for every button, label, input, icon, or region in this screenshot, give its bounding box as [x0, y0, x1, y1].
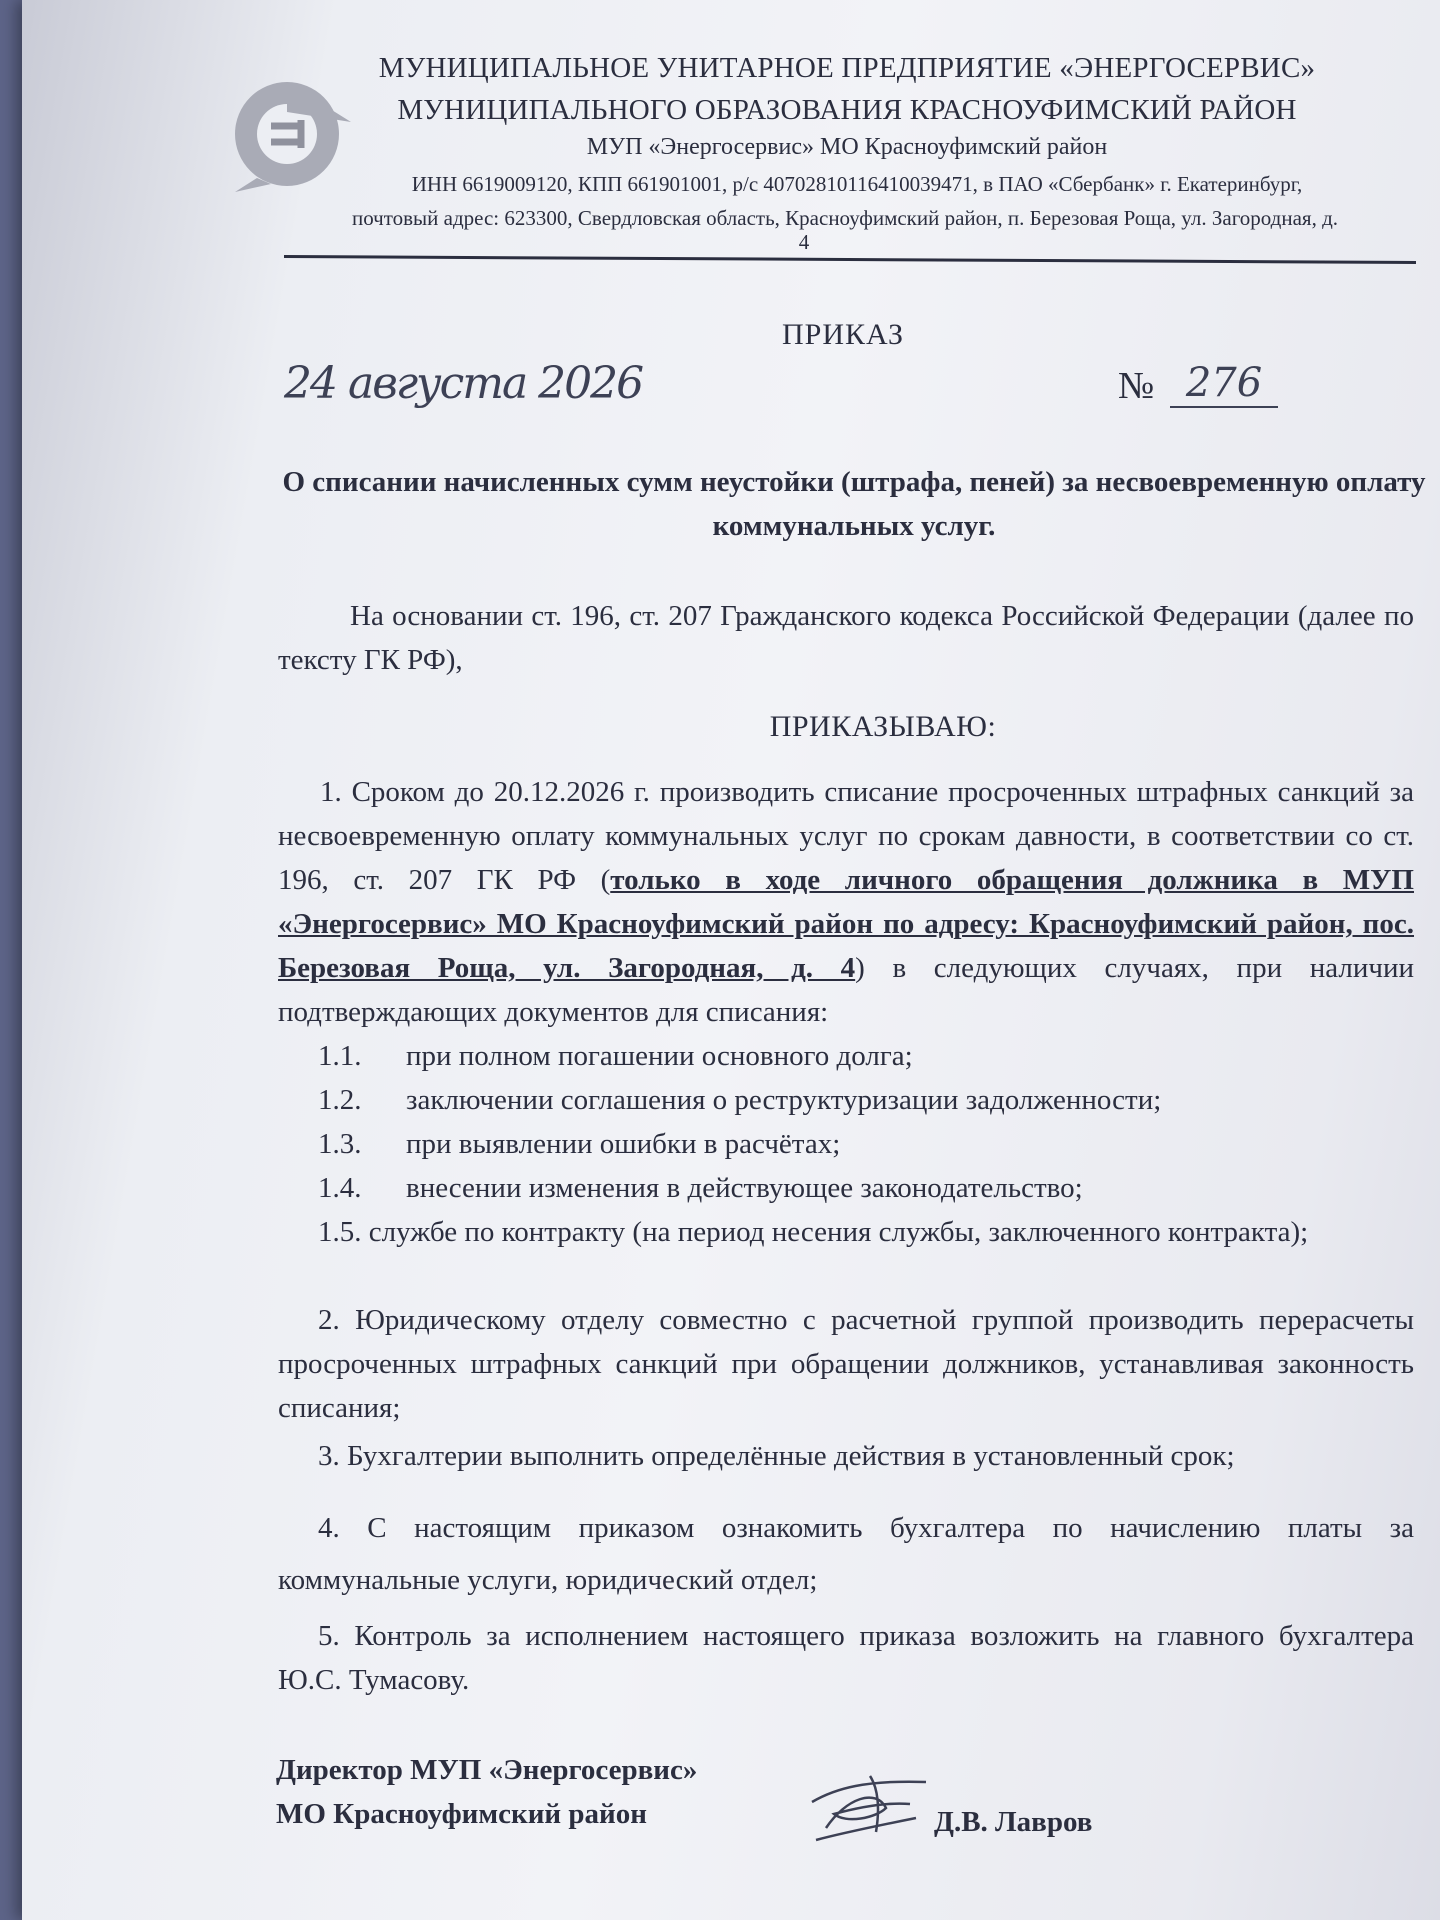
order-item-3: 3. Бухгалтерии выполнить определённые действия в установленный срок; [318, 1440, 1235, 1472]
subitem-number: 1.3. [318, 1128, 362, 1160]
handwritten-signature [806, 1758, 936, 1848]
order-date: 24 августа 2026 [284, 358, 643, 409]
order-item-5: 5. Контроль за исполнением настоящего приказа возложить на главного бухгалтера Ю.С. Тумасову. [278, 1620, 1414, 1696]
order-subject: О списании начисленных сумм неустойки (штрафа, пеней) за несвоевременную оплату коммунальных услуг. [282, 466, 1426, 542]
signatory-position-line1: Директор МУП «Энергосервис» [276, 1754, 698, 1786]
org-short-name: МУП «Энергосервис» МО Красноуфимский район [586, 134, 1108, 160]
subitem-text: при полном погашении основного долга; [406, 1040, 913, 1072]
subitem-text: внесении изменения в действующее законодательство; [406, 1172, 1083, 1204]
item1-lead: 1. Сроком до 20.12.2026 г. производить списание просроченных штрафных санкций за несвоевременную оплату коммунальных услуг по срокам давности, в соответствии со ст. 196, ст. 207 ГК РФ ( [278, 776, 1414, 896]
page-title: ПРИКАЗ [782, 318, 904, 351]
item1-underlined: только в ходе личного обращения должника в МУП «Энергосервис» МО Красноуфимский район по адресу: Красноуфимский район, пос. Березовая Роща, ул. Загородная, д. 4 [278, 864, 1414, 984]
subitem-number: 1.1. [318, 1040, 362, 1072]
order-item-2: 2. Юридическому отделу совместно с расчетной группой производить перерасчеты просроченных штрафных санкций при обращении должников, устанавливая законность списания; [278, 1304, 1414, 1424]
org-name-line2: МУНИЦИПАЛЬНОГО ОБРАЗОВАНИЯ КРАСНОУФИМСКИЙ РАЙОН [397, 94, 1297, 126]
org-name-line1: МУНИЦИПАЛЬНОЕ УНИТАРНОЕ ПРЕДПРИЯТИЕ «ЭНЕРГОСЕРВИС» [378, 52, 1316, 84]
subitem-text: при выявлении ошибки в расчётах; [406, 1128, 841, 1160]
order-item-4: 4. С настоящим приказом ознакомить бухгалтера по начислению платы за коммунальные услуги, юридический отдел; [278, 1512, 1414, 1596]
header-divider [284, 255, 1416, 264]
org-requisites: ИНН 6619009120, КПП 661901001, р/с 40702810116410039471, в ПАО «Сбербанк» г. Екатеринбург, [411, 172, 1303, 196]
subitem-text: заключении соглашения о реструктуризации задолженности; [406, 1084, 1162, 1116]
signatory-name: Д.В. Лавров [934, 1806, 1093, 1838]
document-page [22, 0, 1440, 1920]
order-basis: На основании ст. 196, ст. 207 Гражданского кодекса Российской Федерации (далее по тексту ГК РФ), [278, 600, 1414, 676]
signatory-position-line2: МО Красноуфимский район [276, 1798, 647, 1830]
org-address: почтовый адрес: 623300, Свердловская область, Красноуфимский район, п. Березовая Роща, ул. Загородная, д. [351, 206, 1339, 230]
order-number-label: № [1118, 365, 1155, 407]
subitem-number: 1.4. [318, 1172, 362, 1204]
order-word: ПРИКАЗЫВАЮ: [769, 710, 997, 743]
subitem-1-5: 1.5. службе по контракту (на период несения службы, заключенного контракта); [318, 1216, 1309, 1248]
org-address-cont: 4 [798, 230, 810, 254]
signatory-position [276, 1748, 697, 1836]
item1-tail: ) в следующих случаях, при наличии подтверждающих документов для списания: [278, 952, 1414, 1028]
subitem-number: 1.2. [318, 1084, 362, 1116]
order-item-1 [278, 770, 1414, 1034]
order-number: 276 [1170, 360, 1278, 408]
